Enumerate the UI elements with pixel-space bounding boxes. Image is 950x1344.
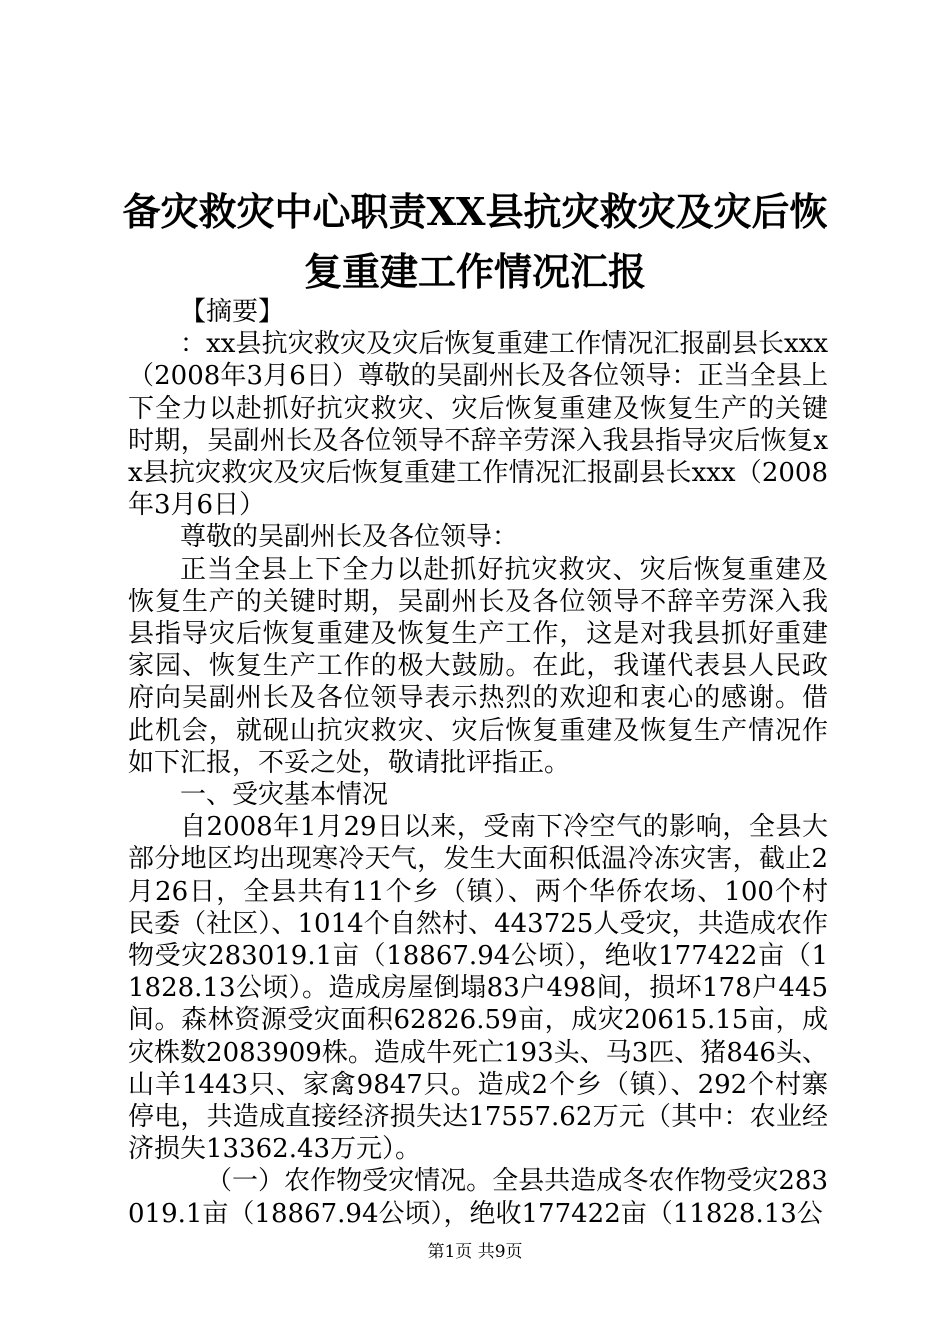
intro-paragraph: 正当全县上下全力以赴抓好抗灾救灾、灾后恢复重建及恢复生产的关键时期，吴副州长及各位领导不辞辛劳深入我县指导灾后恢复重建及恢复生产工作，这是对我县抓好重建家园、恢复生产工作的极大鼓励。在此，我谨代表县人民政府向吴副州长及各位领导表示热烈的欢迎和衷心的感谢。借此机会，就砚山抗灾救灾、灾后恢复重建及恢复生产情况作如下汇报，不妥之处，敬请批评指正。 <box>128 554 828 778</box>
abstract-heading: 【摘要】 <box>180 297 285 327</box>
body-paragraph-subsection: （一）农作物受灾情况。全县共造成冬农作物受灾283019.1亩（18867.94公顷），绝收177422亩（11828.13公 <box>128 1166 828 1229</box>
body-paragraph: 自2008年1月29日以来，受南下冷空气的影响，全县大部分地区均出现寒冷天气，发生大面积低温冷冻灾害，截止2月26日，全县共有11个乡（镇）、两个华侨农场、100个村民委（社区）、1014个自然村、443725人受灾，共造成农作物受灾283019.1亩（18867.94公顷），绝收177422亩（11828.13公顷）。造成房屋倒塌83户498间，损坏178户445间。森林资源受灾面积62826.59亩，成灾20615.15亩，成灾株数2083909株。造成牛死亡193头、马3匹、猪846头、山羊1443只、家禽9847只。造成2个乡（镇）、292个村寨停电，共造成直接经济损失达17557.62万元（其中：农业经济损失13362.43万元）。 <box>128 812 828 1165</box>
document-title: 备灾救灾中心职责XX县抗灾救灾及灾后恢复重建工作情况汇报 <box>122 189 828 294</box>
section-heading: 一、受灾基本情况 <box>180 780 389 811</box>
page-footer: 第1页 共9页 <box>427 1242 523 1262</box>
document-body <box>128 296 828 1230</box>
abstract-paragraph: ：xx县抗灾救灾及灾后恢复重建工作情况汇报副县长xxx（2008年3月6日）尊敬的吴副州长及各位领导：正当全县上下全力以赴抓好抗灾救灾、灾后恢复重建及恢复生产的关键时期，吴副州长及各位领导不辞辛劳深入我县指导灾后恢复xx县抗灾救灾及灾后恢复重建工作情况汇报副县长xxx（2008年3月6日） <box>128 329 828 521</box>
salutation-paragraph: 尊敬的吴副州长及各位领导： <box>180 522 519 553</box>
